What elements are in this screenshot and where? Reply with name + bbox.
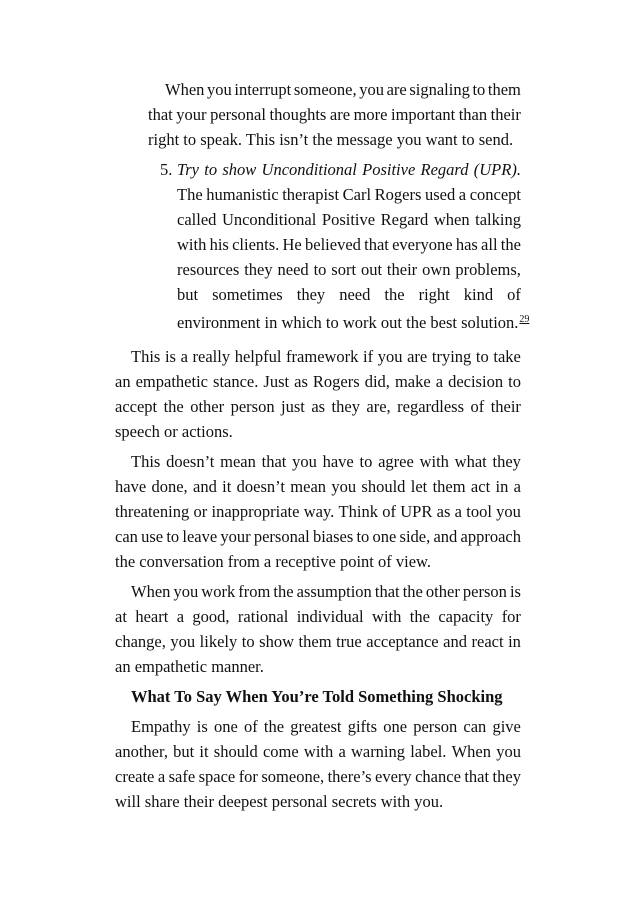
word: have bbox=[115, 477, 147, 496]
word: his bbox=[209, 235, 229, 254]
word: create bbox=[115, 767, 155, 786]
word: they bbox=[492, 767, 521, 786]
word: The bbox=[177, 185, 203, 204]
word: need bbox=[277, 260, 309, 279]
word: one bbox=[213, 717, 238, 736]
word: with bbox=[372, 607, 402, 626]
word: someone, bbox=[293, 80, 357, 99]
word: but bbox=[177, 285, 199, 304]
word: humanistic bbox=[206, 185, 279, 204]
word: for bbox=[238, 767, 258, 786]
word: thoughts bbox=[269, 105, 327, 124]
word: label. bbox=[410, 742, 447, 761]
word: tool bbox=[466, 502, 492, 521]
word: should bbox=[213, 742, 258, 761]
word: let bbox=[410, 477, 428, 496]
word: are, bbox=[366, 397, 391, 416]
word: react bbox=[471, 632, 504, 651]
word: approach bbox=[460, 527, 521, 546]
word: really bbox=[192, 347, 231, 366]
word: and bbox=[433, 527, 458, 546]
word: Regard bbox=[420, 160, 469, 179]
word: person bbox=[413, 717, 458, 736]
word: for bbox=[501, 607, 521, 626]
word: you bbox=[359, 80, 384, 99]
paragraph-line: speech or actions. bbox=[115, 422, 233, 441]
word: you bbox=[292, 452, 317, 471]
word: your bbox=[176, 105, 207, 124]
word: more bbox=[353, 105, 388, 124]
paragraph-line bbox=[115, 501, 521, 523]
word: to bbox=[472, 80, 486, 99]
word: are bbox=[329, 105, 351, 124]
word: their bbox=[490, 397, 521, 416]
paragraph-line bbox=[115, 526, 521, 548]
word: you bbox=[377, 347, 403, 366]
list-item-line: environment in which to work out the best solution. bbox=[177, 313, 519, 332]
word: an bbox=[115, 372, 131, 391]
word: to bbox=[359, 452, 373, 471]
word: can bbox=[463, 717, 487, 736]
word: what bbox=[454, 452, 487, 471]
word: This bbox=[131, 347, 161, 366]
word: they bbox=[331, 397, 360, 416]
paragraph-line bbox=[131, 451, 521, 473]
word: heart bbox=[135, 607, 169, 626]
word: a bbox=[454, 502, 462, 521]
word: Positive bbox=[321, 210, 376, 229]
word: clients. bbox=[232, 235, 280, 254]
word: to bbox=[166, 527, 180, 546]
word: make bbox=[394, 372, 431, 391]
word: inappropriate bbox=[211, 502, 300, 521]
word: signaling bbox=[409, 80, 470, 99]
word: give bbox=[492, 717, 521, 736]
word: to bbox=[241, 632, 255, 651]
paragraph-line bbox=[115, 396, 521, 418]
word: talking bbox=[475, 210, 521, 229]
word: doesn’t bbox=[166, 452, 215, 471]
word: have bbox=[322, 452, 354, 471]
word: doesn’t bbox=[236, 477, 285, 496]
word: a bbox=[157, 767, 166, 786]
word: the bbox=[500, 235, 521, 254]
word: is bbox=[196, 717, 208, 736]
word: it bbox=[199, 742, 209, 761]
paragraph-line: will share their deepest personal secrets with you. bbox=[115, 792, 444, 811]
word: when bbox=[433, 210, 470, 229]
word: gifts bbox=[347, 717, 378, 736]
word: the bbox=[273, 582, 294, 601]
word: kind bbox=[463, 285, 494, 304]
word: with bbox=[419, 452, 449, 471]
list-item-number: 5. bbox=[160, 160, 173, 179]
word: a bbox=[176, 607, 185, 626]
word: therapist bbox=[282, 185, 340, 204]
word: a bbox=[458, 185, 467, 204]
word: other bbox=[190, 397, 225, 416]
word: safe bbox=[168, 767, 196, 786]
word: as bbox=[436, 502, 451, 521]
word: Try bbox=[177, 160, 200, 179]
word: from bbox=[238, 582, 271, 601]
word: or bbox=[193, 502, 208, 521]
word: and bbox=[443, 632, 467, 651]
word: This bbox=[131, 452, 161, 471]
word: act bbox=[470, 477, 491, 496]
word: one bbox=[372, 527, 397, 546]
word: interrupt bbox=[234, 80, 292, 99]
word: sort bbox=[331, 260, 357, 279]
word: When bbox=[165, 80, 205, 99]
word: concept bbox=[469, 185, 521, 204]
word: own bbox=[422, 260, 451, 279]
word: (UPR). bbox=[473, 160, 521, 179]
word: they bbox=[296, 285, 326, 304]
paragraph-line: the conversation from a receptive point of view. bbox=[115, 552, 431, 571]
word: called bbox=[177, 210, 217, 229]
word: When bbox=[451, 742, 492, 761]
word: stance. bbox=[213, 372, 259, 391]
word: out bbox=[360, 260, 383, 279]
paragraph-line bbox=[131, 716, 521, 738]
word: with bbox=[177, 235, 207, 254]
word: of bbox=[470, 397, 485, 416]
word: way. bbox=[303, 502, 335, 521]
word: in bbox=[508, 632, 521, 651]
paragraph-line bbox=[115, 371, 521, 393]
word: accept bbox=[115, 397, 158, 416]
word: of bbox=[382, 502, 396, 521]
list-item-heading bbox=[177, 159, 521, 181]
word: Unconditional bbox=[221, 210, 317, 229]
word: than bbox=[458, 105, 488, 124]
word: person bbox=[230, 397, 275, 416]
word: personal bbox=[253, 527, 310, 546]
paragraph-line bbox=[115, 741, 521, 763]
word: biases bbox=[312, 527, 354, 546]
word: all bbox=[481, 235, 498, 254]
block-quote-line bbox=[165, 79, 521, 101]
word: Positive bbox=[362, 160, 416, 179]
word: mean bbox=[290, 477, 327, 496]
word: with bbox=[303, 742, 334, 761]
word: as bbox=[311, 397, 326, 416]
word: assumption bbox=[296, 582, 372, 601]
word: person bbox=[462, 582, 507, 601]
word: rational bbox=[237, 607, 289, 626]
word: is bbox=[164, 347, 176, 366]
word: Empathy bbox=[131, 717, 191, 736]
word: and bbox=[193, 477, 217, 496]
word: just bbox=[281, 397, 305, 416]
word: chance bbox=[415, 767, 461, 786]
word: acceptance bbox=[366, 632, 439, 651]
word: need bbox=[339, 285, 371, 304]
word: if bbox=[363, 347, 374, 366]
word: important bbox=[391, 105, 456, 124]
word: you bbox=[173, 582, 199, 601]
list-item-line bbox=[177, 284, 521, 306]
word: a bbox=[338, 742, 346, 761]
word: warning bbox=[350, 742, 406, 761]
word: come bbox=[262, 742, 299, 761]
word: capacity bbox=[438, 607, 494, 626]
word: show bbox=[259, 632, 294, 651]
word: the bbox=[409, 607, 430, 626]
word: show bbox=[222, 160, 257, 179]
word: individual bbox=[296, 607, 364, 626]
word: are bbox=[407, 347, 428, 366]
paragraph-line bbox=[131, 346, 521, 368]
word: can bbox=[115, 527, 138, 546]
word: every bbox=[375, 767, 412, 786]
list-item-last-line bbox=[177, 309, 529, 331]
word: Unconditional bbox=[261, 160, 357, 179]
word: trying bbox=[431, 347, 472, 366]
word: the bbox=[402, 582, 423, 601]
word: of bbox=[243, 717, 258, 736]
word: resources bbox=[177, 260, 240, 279]
word: work bbox=[201, 582, 236, 601]
word: the bbox=[384, 285, 405, 304]
word: helpful bbox=[234, 347, 282, 366]
word: personal bbox=[210, 105, 266, 124]
word: someone, bbox=[261, 767, 325, 786]
word: Think bbox=[338, 502, 378, 521]
word: at bbox=[115, 607, 127, 626]
word: use bbox=[141, 527, 164, 546]
word: When bbox=[131, 582, 171, 601]
paragraph-line bbox=[115, 631, 521, 653]
word: in bbox=[495, 477, 509, 496]
word: problems, bbox=[455, 260, 521, 279]
word: you bbox=[496, 742, 521, 761]
word: threatening bbox=[115, 502, 190, 521]
word: to bbox=[204, 160, 218, 179]
word: empathetic bbox=[135, 372, 208, 391]
word: decision bbox=[448, 372, 504, 391]
word: one bbox=[383, 717, 408, 736]
word: true bbox=[336, 632, 362, 651]
word: He bbox=[282, 235, 302, 254]
word: greatest bbox=[290, 717, 342, 736]
word: that bbox=[374, 582, 400, 601]
word: regardless bbox=[397, 397, 465, 416]
word: but bbox=[173, 742, 195, 761]
word: side, bbox=[399, 527, 431, 546]
word: are bbox=[386, 80, 407, 99]
word: Just bbox=[263, 372, 290, 391]
word: Rogers bbox=[312, 372, 360, 391]
word: everyone bbox=[392, 235, 453, 254]
word: right bbox=[418, 285, 450, 304]
word: mean bbox=[220, 452, 256, 471]
word: their bbox=[386, 260, 418, 279]
word: your bbox=[220, 527, 251, 546]
word: their bbox=[490, 105, 521, 124]
word: the bbox=[163, 397, 184, 416]
word: that bbox=[261, 452, 287, 471]
word: you bbox=[170, 632, 196, 651]
word: Carl bbox=[342, 185, 372, 204]
word: a bbox=[513, 477, 521, 496]
word: should bbox=[361, 477, 406, 496]
list-item-line bbox=[177, 234, 521, 256]
word: to bbox=[508, 372, 521, 391]
word: framework bbox=[286, 347, 359, 366]
word: good, bbox=[192, 607, 230, 626]
word: you bbox=[207, 80, 232, 99]
word: is bbox=[509, 582, 521, 601]
word: them bbox=[487, 80, 521, 99]
word: that bbox=[364, 235, 389, 254]
word: other bbox=[425, 582, 460, 601]
list-item-line bbox=[177, 259, 521, 281]
block-quote-line bbox=[148, 104, 521, 126]
word: to bbox=[356, 527, 370, 546]
word: agree bbox=[378, 452, 414, 471]
paragraph-line: an empathetic manner. bbox=[115, 657, 264, 676]
word: you bbox=[331, 477, 357, 496]
word: another, bbox=[115, 742, 168, 761]
word: did, bbox=[364, 372, 390, 391]
word: Regard bbox=[380, 210, 429, 229]
paragraph-line bbox=[115, 476, 521, 498]
word: as bbox=[294, 372, 308, 391]
section-heading: What To Say When You’re Told Something Shocking bbox=[131, 687, 503, 706]
word: you bbox=[496, 502, 521, 521]
word: has bbox=[455, 235, 478, 254]
footnote-marker[interactable]: 29 bbox=[519, 314, 530, 325]
word: it bbox=[222, 477, 232, 496]
word: done, bbox=[151, 477, 188, 496]
paragraph-line bbox=[115, 606, 521, 628]
word: take bbox=[493, 347, 521, 366]
word: of bbox=[507, 285, 521, 304]
word: change, bbox=[115, 632, 166, 651]
word: likely bbox=[199, 632, 238, 651]
list-item-line bbox=[177, 209, 521, 231]
word: a bbox=[435, 372, 444, 391]
word: that bbox=[148, 105, 173, 124]
word: they bbox=[492, 452, 521, 471]
word: the bbox=[263, 717, 285, 736]
list-item-line bbox=[177, 184, 521, 206]
word: used bbox=[424, 185, 456, 204]
word: believed bbox=[305, 235, 361, 254]
word: to bbox=[475, 347, 489, 366]
word: sometimes bbox=[212, 285, 283, 304]
paragraph-line bbox=[115, 766, 521, 788]
paragraph-line bbox=[131, 581, 521, 603]
word: a bbox=[180, 347, 188, 366]
word: space bbox=[198, 767, 236, 786]
word: there’s bbox=[327, 767, 372, 786]
word: that bbox=[464, 767, 490, 786]
word: leave bbox=[182, 527, 218, 546]
word: to bbox=[313, 260, 327, 279]
word: they bbox=[244, 260, 273, 279]
word: them bbox=[298, 632, 332, 651]
word: them bbox=[432, 477, 466, 496]
word: UPR bbox=[400, 502, 433, 521]
word: Rogers bbox=[374, 185, 422, 204]
block-quote-line: right to speak. This isn’t the message you want to send. bbox=[148, 130, 514, 149]
